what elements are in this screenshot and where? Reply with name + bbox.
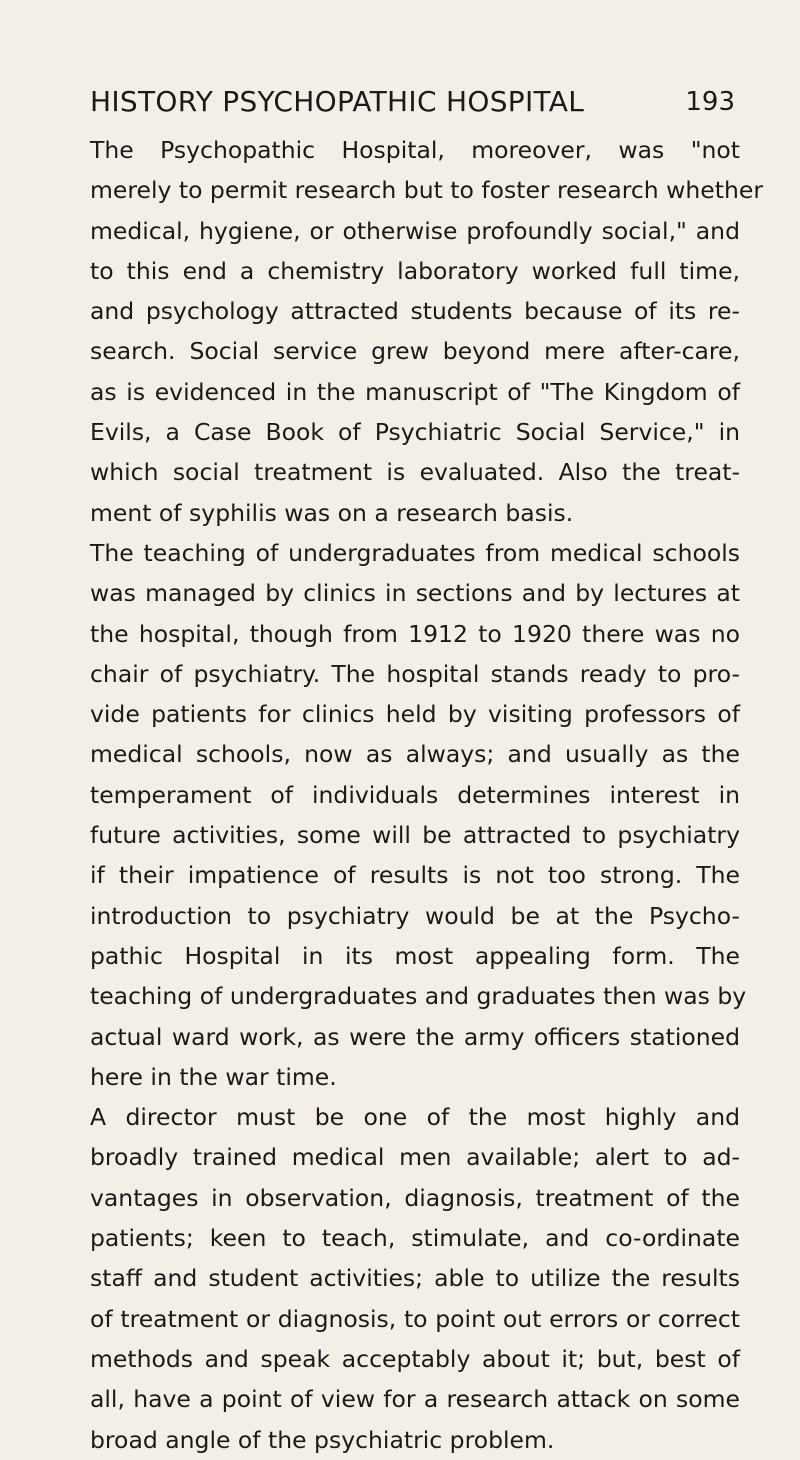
text-line: pathic Hospital in its most appealing form. The xyxy=(90,941,740,970)
text-line: patients; keen to teach, stimulate, and co-ordinate xyxy=(90,1224,740,1253)
text-line: here in the war time. xyxy=(90,1062,337,1091)
page-number: 193 xyxy=(685,87,735,117)
text-line: teaching of undergraduates and graduates then was by xyxy=(90,982,747,1011)
text-line: vide patients for clinics held by visiting professors of xyxy=(90,700,740,729)
text-line: staff and student activities; able to utilize the results xyxy=(90,1264,740,1293)
text-line: temperament of individuals determines interest in xyxy=(90,780,740,809)
text-line: which social treatment is evaluated. Also the treat- xyxy=(90,458,740,487)
text-line: actual ward work, as were the army officers stationed xyxy=(90,1022,740,1051)
running-head: HISTORY PSYCHOPATHIC HOSPITAL xyxy=(90,85,585,118)
text-line: medical, hygiene, or otherwise profoundly social," and xyxy=(90,216,740,245)
text-line: future activities, some will be attracted to psychiatry xyxy=(90,821,740,850)
text-line: broadly trained medical men available; alert to ad- xyxy=(90,1143,740,1172)
text-line: The Psychopathic Hospital, moreover, was "not xyxy=(90,136,740,164)
text-line: medical schools, now as always; and usually as the xyxy=(90,740,740,769)
text-line: of treatment or diagnosis, to point out errors or correct xyxy=(90,1304,740,1333)
text-line: ment of syphilis was on a research basis. xyxy=(90,498,574,527)
text-line: if their impatience of results is not too strong. The xyxy=(90,861,740,890)
text-line: was managed by clinics in sections and by lectures at xyxy=(90,579,740,608)
text-line: search. Social service grew beyond mere after-care, xyxy=(90,337,740,366)
text-line: Evils, a Case Book of Psychiatric Social Service," in xyxy=(90,418,740,447)
text-line: methods and speak acceptably about it; but, best of xyxy=(90,1344,740,1373)
text-line: vantages in observation, diagnosis, treatment of the xyxy=(90,1183,740,1212)
body-text xyxy=(90,130,763,1460)
text-line: broad angle of the psychiatric problem. xyxy=(90,1425,555,1454)
text-line: merely to permit research but to foster research whether xyxy=(90,176,763,205)
text-line: chair of psychiatry. The hospital stands ready to pro- xyxy=(90,659,740,688)
text-line: A director must be one of the most highly and xyxy=(90,1103,740,1132)
text-line: The teaching of undergraduates from medical schools xyxy=(90,538,740,567)
text-line: and psychology attracted students because of its re- xyxy=(90,297,740,326)
text-line: as is evidenced in the manuscript of "The Kingdom of xyxy=(90,377,740,406)
text-line: to this end a chemistry laboratory worked full time, xyxy=(90,256,740,285)
text-line: the hospital, though from 1912 to 1920 there was no xyxy=(90,619,740,648)
text-line: introduction to psychiatry would be at the Psycho- xyxy=(90,901,740,930)
page-header xyxy=(90,85,735,125)
text-line: all, have a point of view for a research attack on some xyxy=(90,1385,740,1414)
